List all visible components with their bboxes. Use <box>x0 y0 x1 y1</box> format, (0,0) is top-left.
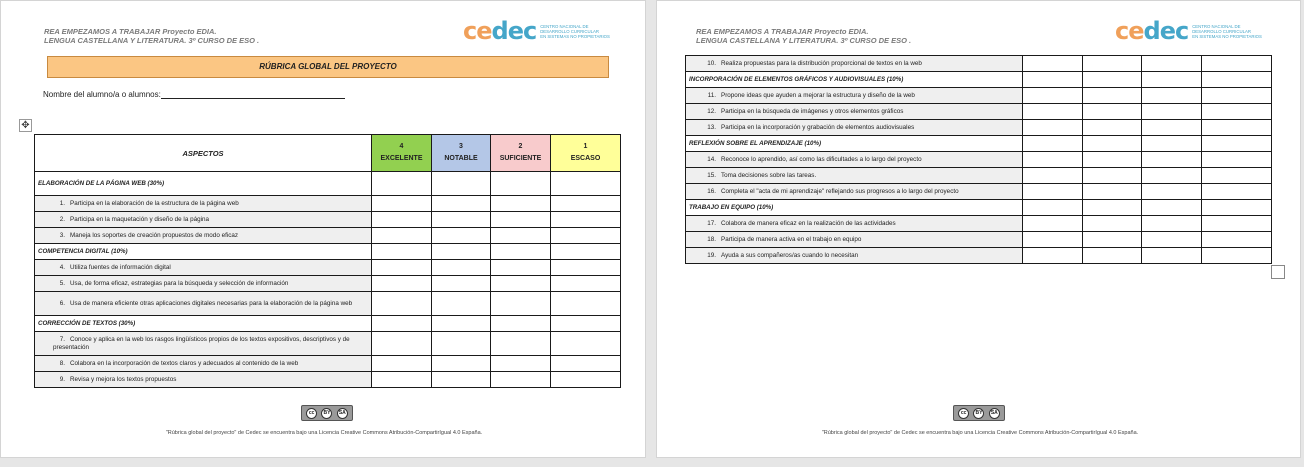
criterion-text <box>35 372 372 388</box>
license-footer: "Rúbrica global del proyecto" de Cedec se encuentra bajo una Licencia Creative Commons Atribución-CompartirIgual 4.0 España. <box>821 430 1139 436</box>
score-cell[interactable] <box>491 372 551 388</box>
score-cell[interactable] <box>1083 152 1142 168</box>
criterion-row <box>686 88 1272 104</box>
score-cell[interactable] <box>1142 152 1202 168</box>
criterion-label: Reconoce lo aprendido, así como las dificultades a lo largo del proyecto <box>721 156 922 163</box>
level-4-header: 4 EXCELENTE <box>372 135 432 172</box>
score-cell[interactable] <box>491 276 551 292</box>
score-cell[interactable] <box>1142 248 1202 264</box>
score-cell[interactable] <box>491 356 551 372</box>
criterion-row <box>35 260 621 276</box>
criterion-row <box>686 120 1272 136</box>
criterion-text <box>686 248 1023 264</box>
score-cell[interactable] <box>372 196 432 212</box>
score-cell[interactable] <box>1023 232 1083 248</box>
criterion-label: Revisa y mejora los textos propuestos <box>70 376 177 383</box>
score-cell[interactable] <box>372 292 432 316</box>
score-cell[interactable] <box>1083 56 1142 72</box>
section-row <box>35 172 621 196</box>
criterion-number: 16. <box>707 188 716 195</box>
header-line-2: LENGUA CASTELLANA Y LITERATURA. 3º CURSO DE ESO . <box>696 36 912 45</box>
document-page-1 <box>0 0 646 458</box>
sa-icon: SA <box>989 408 1000 419</box>
criterion-text <box>35 260 372 276</box>
score-cell[interactable] <box>372 356 432 372</box>
score-cell[interactable] <box>1023 216 1083 232</box>
section-title: TRABAJO EN EQUIPO (10%) <box>686 200 1023 216</box>
score-cell[interactable] <box>491 172 551 196</box>
criterion-text <box>686 168 1023 184</box>
score-cell[interactable] <box>1083 72 1142 88</box>
criterion-number: 2. <box>59 216 65 223</box>
criterion-label: Participa en la incorporación y grabación de elementos audiovisuales <box>721 124 915 131</box>
criterion-number: 10. <box>707 60 716 67</box>
criterion-text <box>686 232 1023 248</box>
logo-ce: ce <box>463 17 492 45</box>
section-row <box>35 316 621 332</box>
score-cell[interactable] <box>1142 200 1202 216</box>
criterion-row <box>35 332 621 356</box>
score-cell[interactable] <box>1202 248 1272 264</box>
criterion-label: Usa, de forma eficaz, estrategias para la búsqueda y selección de información <box>70 280 289 287</box>
logo-sub-3: EN SISTEMAS NO PROPIETARIOS <box>540 33 610 39</box>
score-cell[interactable] <box>432 260 491 276</box>
criterion-label: Participa en la elaboración de la estructura de la página web <box>70 200 239 207</box>
score-cell[interactable] <box>432 228 491 244</box>
header-line-1: REA EMPEZAMOS A TRABAJAR Proyecto EDIA. <box>44 27 217 36</box>
by-icon: BY <box>973 408 984 419</box>
criterion-label: Realiza propuestas para la distribución proporcional de textos en la web <box>721 60 922 67</box>
criterion-text <box>35 356 372 372</box>
criterion-number: 8. <box>59 360 65 367</box>
score-cell[interactable] <box>1202 216 1272 232</box>
score-cell[interactable] <box>1202 120 1272 136</box>
score-cell[interactable] <box>1142 232 1202 248</box>
criterion-label: Propone ideas que ayuden a mejorar la estructura y diseño de la web <box>721 92 915 99</box>
cc-icon: cc <box>958 408 969 419</box>
score-cell[interactable] <box>1202 104 1272 120</box>
criterion-text <box>35 292 372 316</box>
criterion-label: Colabora en la incorporación de textos claros y adecuados al contenido de la web <box>70 360 299 367</box>
criterion-number: 14. <box>707 156 716 163</box>
criterion-number: 9. <box>59 376 65 383</box>
header-line-1: REA EMPEZAMOS A TRABAJAR Proyecto EDIA. <box>696 27 869 36</box>
table-move-handle-icon[interactable]: ✥ <box>19 119 32 132</box>
score-cell[interactable] <box>1023 88 1083 104</box>
score-cell[interactable] <box>432 172 491 196</box>
score-cell[interactable] <box>1202 168 1272 184</box>
criterion-number: 5. <box>59 280 65 287</box>
score-cell[interactable] <box>1202 72 1272 88</box>
section-row <box>686 72 1272 88</box>
score-cell[interactable] <box>551 316 621 332</box>
score-cell[interactable] <box>551 228 621 244</box>
score-cell[interactable] <box>1142 120 1202 136</box>
criterion-number: 18. <box>707 236 716 243</box>
criterion-number: 19. <box>707 252 716 259</box>
score-cell[interactable] <box>1083 88 1142 104</box>
logo-sub-1: CENTRO NACIONAL DE <box>1192 23 1241 29</box>
logo-dec: dec <box>1143 17 1189 45</box>
criterion-label: Participa de manera activa en el trabajo en equipo <box>721 236 862 243</box>
rubric-title-banner: RÚBRICA GLOBAL DEL PROYECTO <box>47 56 609 78</box>
criterion-label: Participa en la búsqueda de imágenes y otros elementos gráficos <box>721 108 904 115</box>
score-cell[interactable] <box>1023 200 1083 216</box>
criterion-row <box>686 56 1272 72</box>
score-cell[interactable] <box>1023 136 1083 152</box>
criterion-label: Usa de manera eficiente otras aplicaciones digitales necesarias para la elaboración de la página web <box>70 299 353 307</box>
score-cell[interactable] <box>491 332 551 356</box>
score-cell[interactable] <box>491 212 551 228</box>
section-row <box>686 200 1272 216</box>
criterion-row <box>686 152 1272 168</box>
license-footer: "Rúbrica global del proyecto" de Cedec se encuentra bajo una Licencia Creative Commons Atribución-CompartirIgual 4.0 España. <box>165 430 483 436</box>
score-cell[interactable] <box>372 212 432 228</box>
section-title: CORRECCIÓN DE TEXTOS (30%) <box>35 316 372 332</box>
score-cell[interactable] <box>372 276 432 292</box>
score-cell[interactable] <box>1202 232 1272 248</box>
rubric-table-page-2 <box>685 55 1272 264</box>
score-cell[interactable] <box>1202 200 1272 216</box>
student-name-line[interactable] <box>161 91 345 99</box>
criterion-label: Completa el "acta de mi aprendizaje" reflejando sus progresos a lo largo del proyecto <box>721 188 959 195</box>
score-cell[interactable] <box>551 356 621 372</box>
criterion-row <box>686 104 1272 120</box>
criterion-label: Participa en la maquetación y diseño de la página <box>70 216 209 223</box>
score-cell[interactable] <box>1202 136 1272 152</box>
criterion-label: Colabora de manera eficaz en la realización de las actividades <box>721 220 896 227</box>
criterion-text <box>35 228 372 244</box>
score-cell[interactable] <box>1023 248 1083 264</box>
level-2-header: 2 SUFICIENTE <box>491 135 551 172</box>
score-cell[interactable] <box>1023 104 1083 120</box>
criterion-text <box>686 56 1023 72</box>
score-cell[interactable] <box>432 212 491 228</box>
score-cell[interactable] <box>432 276 491 292</box>
criterion-row <box>35 228 621 244</box>
criterion-number: 13. <box>707 124 716 131</box>
criterion-text <box>35 196 372 212</box>
cc-icon: cc <box>306 408 317 419</box>
criterion-text <box>686 88 1023 104</box>
cc-license-badge[interactable] <box>301 405 353 421</box>
criterion-row <box>686 216 1272 232</box>
page-header <box>44 27 259 45</box>
score-cell[interactable] <box>1083 104 1142 120</box>
score-cell[interactable] <box>432 292 491 316</box>
score-cell[interactable] <box>491 228 551 244</box>
score-cell[interactable] <box>1083 120 1142 136</box>
score-cell[interactable] <box>1202 184 1272 200</box>
score-cell[interactable] <box>1083 216 1142 232</box>
score-cell[interactable] <box>551 260 621 276</box>
level-3-header: 3 NOTABLE <box>432 135 491 172</box>
score-cell[interactable] <box>551 332 621 356</box>
criterion-label: Ayuda a sus compañeros/as cuando lo necesitan <box>721 252 859 259</box>
student-name-field[interactable] <box>43 90 345 99</box>
criterion-row <box>686 168 1272 184</box>
score-cell[interactable] <box>1023 168 1083 184</box>
score-cell[interactable] <box>1142 168 1202 184</box>
section-title: ELABORACIÓN DE LA PÁGINA WEB (30%) <box>35 172 372 196</box>
criterion-number: 15. <box>707 172 716 179</box>
score-cell[interactable] <box>491 316 551 332</box>
table-header-row <box>35 135 621 172</box>
score-cell[interactable] <box>1142 104 1202 120</box>
score-cell[interactable] <box>1083 200 1142 216</box>
score-cell[interactable] <box>432 356 491 372</box>
score-cell[interactable] <box>551 212 621 228</box>
criterion-text <box>686 184 1023 200</box>
criterion-row <box>686 184 1272 200</box>
page-header <box>696 27 911 45</box>
score-cell[interactable] <box>491 244 551 260</box>
score-cell[interactable] <box>1083 136 1142 152</box>
score-cell[interactable] <box>1083 232 1142 248</box>
score-cell[interactable] <box>551 172 621 196</box>
cedec-logo <box>463 18 610 44</box>
score-cell[interactable] <box>372 316 432 332</box>
header-line-2: LENGUA CASTELLANA Y LITERATURA. 3º CURSO DE ESO . <box>44 36 260 45</box>
score-cell[interactable] <box>372 332 432 356</box>
score-cell[interactable] <box>1083 168 1142 184</box>
student-name-label: Nombre del alumno/a o alumnos: <box>43 90 161 99</box>
criterion-number: 11. <box>707 92 716 99</box>
score-cell[interactable] <box>432 372 491 388</box>
criterion-text <box>686 120 1023 136</box>
aspects-header: ASPECTOS <box>35 135 372 172</box>
criterion-row <box>35 212 621 228</box>
criterion-number: 6. <box>59 299 65 307</box>
score-cell[interactable] <box>1202 56 1272 72</box>
section-row <box>686 136 1272 152</box>
score-cell[interactable] <box>1023 56 1083 72</box>
criterion-text <box>35 276 372 292</box>
score-cell[interactable] <box>491 196 551 212</box>
score-cell[interactable] <box>1023 120 1083 136</box>
criterion-number: 7. <box>59 335 65 343</box>
score-cell[interactable] <box>1083 248 1142 264</box>
by-icon: BY <box>321 408 332 419</box>
logo-sub-3: EN SISTEMAS NO PROPIETARIOS <box>1192 33 1262 39</box>
logo-ce: ce <box>1115 17 1144 45</box>
criterion-text <box>35 332 372 356</box>
criterion-label: Toma decisiones sobre las tareas. <box>721 172 817 179</box>
criterion-row <box>35 196 621 212</box>
criterion-label: Conoce y aplica en la web los rasgos lingüísticos propios de los textos expositivos, descriptivos y de presentación <box>53 335 350 351</box>
score-cell[interactable] <box>1202 152 1272 168</box>
score-cell[interactable] <box>551 196 621 212</box>
criterion-row <box>686 232 1272 248</box>
score-cell[interactable] <box>1142 184 1202 200</box>
criterion-row <box>686 248 1272 264</box>
section-title: REFLEXIÓN SOBRE EL APRENDIZAJE (10%) <box>686 136 1023 152</box>
score-cell[interactable] <box>1023 152 1083 168</box>
score-cell[interactable] <box>432 332 491 356</box>
criterion-text <box>35 212 372 228</box>
logo-dec: dec <box>491 17 537 45</box>
criterion-label: Utiliza fuentes de información digital <box>70 264 171 271</box>
criterion-text <box>686 152 1023 168</box>
score-cell[interactable] <box>432 244 491 260</box>
score-cell[interactable] <box>372 172 432 196</box>
score-cell[interactable] <box>551 292 621 316</box>
score-cell[interactable] <box>551 372 621 388</box>
score-cell[interactable] <box>1202 88 1272 104</box>
score-cell[interactable] <box>491 260 551 276</box>
logo-sub-2: DESARROLLO CURRICULAR <box>540 28 599 34</box>
criterion-number: 1. <box>59 200 65 207</box>
rubric-table-page-1 <box>34 134 621 388</box>
criterion-label: Maneja los soportes de creación propuestos de modo eficaz <box>70 232 239 239</box>
score-cell[interactable] <box>1142 216 1202 232</box>
score-cell[interactable] <box>372 260 432 276</box>
score-cell[interactable] <box>432 196 491 212</box>
score-cell[interactable] <box>1023 72 1083 88</box>
score-cell[interactable] <box>372 228 432 244</box>
score-cell[interactable] <box>372 244 432 260</box>
logo-sub-1: CENTRO NACIONAL DE <box>540 23 589 29</box>
score-cell[interactable] <box>1142 72 1202 88</box>
criterion-number: 4. <box>59 264 65 271</box>
score-cell[interactable] <box>1083 184 1142 200</box>
score-cell[interactable] <box>1023 184 1083 200</box>
criterion-row <box>35 356 621 372</box>
cedec-logo <box>1115 18 1262 44</box>
score-cell[interactable] <box>1142 88 1202 104</box>
score-cell[interactable] <box>491 292 551 316</box>
criterion-text <box>686 216 1023 232</box>
sa-icon: SA <box>337 408 348 419</box>
score-cell[interactable] <box>551 276 621 292</box>
criterion-number: 17. <box>707 220 716 227</box>
score-cell[interactable] <box>551 244 621 260</box>
criterion-row <box>35 276 621 292</box>
score-cell[interactable] <box>1142 56 1202 72</box>
logo-sub-2: DESARROLLO CURRICULAR <box>1192 28 1251 34</box>
section-title: COMPETENCIA DIGITAL (10%) <box>35 244 372 260</box>
score-cell[interactable] <box>372 372 432 388</box>
section-row <box>35 244 621 260</box>
section-title: INCORPORACIÓN DE ELEMENTOS GRÁFICOS Y AUDIOVISUALES (10%) <box>686 72 1023 88</box>
paragraph-end-marker <box>1271 265 1285 279</box>
criterion-number: 12. <box>707 108 716 115</box>
criterion-text <box>686 104 1023 120</box>
cc-license-badge[interactable] <box>953 405 1005 421</box>
score-cell[interactable] <box>1142 136 1202 152</box>
level-1-header: 1 ESCASO <box>551 135 621 172</box>
score-cell[interactable] <box>432 316 491 332</box>
criterion-number: 3. <box>59 232 65 239</box>
criterion-row <box>35 292 621 316</box>
criterion-row <box>35 372 621 388</box>
